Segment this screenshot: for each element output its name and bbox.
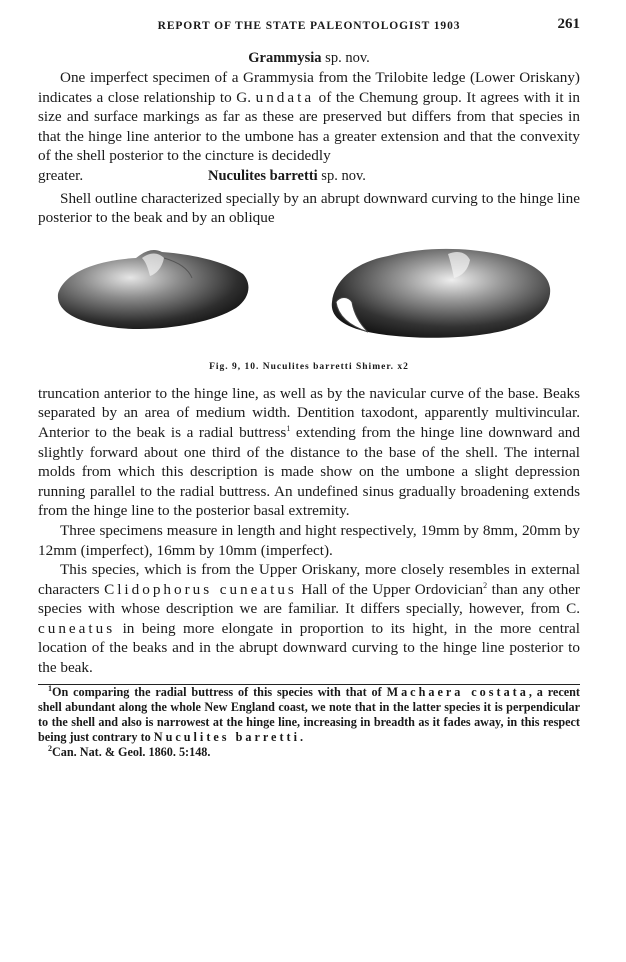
paragraph bbox=[38, 68, 580, 166]
species-name: Clidophorus cuneatus bbox=[104, 580, 297, 598]
paragraph-last-line: greater. bbox=[38, 166, 84, 184]
species-name: undata bbox=[255, 88, 315, 106]
genus-name: Nuculites barretti bbox=[208, 167, 318, 184]
paragraph bbox=[38, 560, 580, 678]
species-suffix: sp. nov. bbox=[325, 50, 370, 66]
figure-caption: Fig. 9, 10. Nuculites barretti Shimer. x2 bbox=[209, 361, 409, 372]
nuculites-description bbox=[38, 384, 580, 678]
footnote bbox=[38, 745, 580, 760]
text-run: , a recent shell abundant along the whole New England coast, we note that in the latter species it is perpendicular to the shell and also is narrowest at the hinge line, increasing in breadth as it fades away, in this respect being just contrary to bbox=[38, 684, 580, 745]
footnote bbox=[38, 685, 580, 746]
shell-right bbox=[332, 249, 550, 338]
page-header bbox=[38, 14, 580, 36]
species-suffix: sp. nov. bbox=[321, 167, 366, 184]
text-run: of the Chemung group. It agrees with it in size and surface markings as far as these are preserved but differs from that species in that the hinge line anterior to the umbone has a greater extension and that the convexity of the shell posterior to the cincture is decidedly bbox=[38, 88, 580, 165]
grammysia-description bbox=[38, 68, 580, 166]
text-run: This species, which is from the Upper Oriskany, more closely resembles in external characters bbox=[38, 561, 580, 598]
footnotes bbox=[38, 685, 580, 761]
paragraph: Three specimens measure in length and hight respectively, 19mm by 8mm, 20mm by 12mm (imperfect), 16mm by 10mm (imperfect). bbox=[38, 521, 580, 559]
page bbox=[38, 14, 580, 761]
footnote-ref: 1 bbox=[286, 423, 291, 433]
species-name: cuneatus bbox=[38, 619, 116, 637]
text-run: truncation anterior to the hinge line, as well as by the navicular curve of the base. Beaks separated by an area of medium width. Dentition taxodont, apparently multivincular. Anterior to the beak is a radial buttress bbox=[38, 384, 580, 441]
footnote-ref: 2 bbox=[483, 580, 488, 590]
paragraph bbox=[38, 384, 580, 521]
footnote-marker: 2 bbox=[48, 744, 52, 754]
text-run: than any other species with whose description we are familiar. It differs specially, however, from C. bbox=[38, 580, 580, 618]
text-run: . bbox=[299, 730, 304, 745]
section-title-nuculites bbox=[38, 166, 580, 186]
genus-name: Grammysia bbox=[248, 50, 322, 66]
text-run: extending from the hinge line downward and slightly forward about one third of the distance to the base of the shell. The internal molds from which this description is made show on the umbone a slight depression running parallel to the radial buttress. An undefined sinus gradually broadening extends from the hinge line to the posterior basal extremity. bbox=[38, 423, 580, 520]
text-run: On comparing the radial buttress of this species with that of bbox=[52, 684, 387, 699]
section-heading bbox=[208, 168, 366, 185]
species-name: Machaera costata bbox=[386, 684, 529, 699]
species-name: Nuculites barretti bbox=[153, 730, 300, 745]
footnote-marker: 1 bbox=[48, 683, 52, 693]
section-title-grammysia bbox=[38, 50, 580, 68]
paragraph: Shell outline characterized specially by an abrupt downward curving to the hinge line posterior to the beak and by an oblique bbox=[38, 189, 580, 227]
figure bbox=[38, 232, 580, 384]
page-number: 261 bbox=[557, 16, 580, 32]
running-head: REPORT OF THE STATE PALEONTOLOGIST 1903 bbox=[157, 20, 461, 32]
text-run: in being more elongate in proportion to its hight, in the more central location of the beaks and in the abrupt downward curving to the hinge line posterior to the beak. bbox=[38, 619, 580, 677]
fossil-illustration bbox=[38, 232, 580, 360]
text-run: Hall of the Upper Ordovician bbox=[296, 580, 484, 598]
text-run: One imperfect specimen of a Grammysia from the Trilobite ledge (Lower Oriskany) indicates a close relationship to G. bbox=[38, 69, 580, 106]
nuculites-intro bbox=[38, 189, 580, 228]
text-run: Can. Nat. & Geol. 1860. 5:148. bbox=[52, 745, 211, 760]
shell-left bbox=[58, 250, 249, 329]
